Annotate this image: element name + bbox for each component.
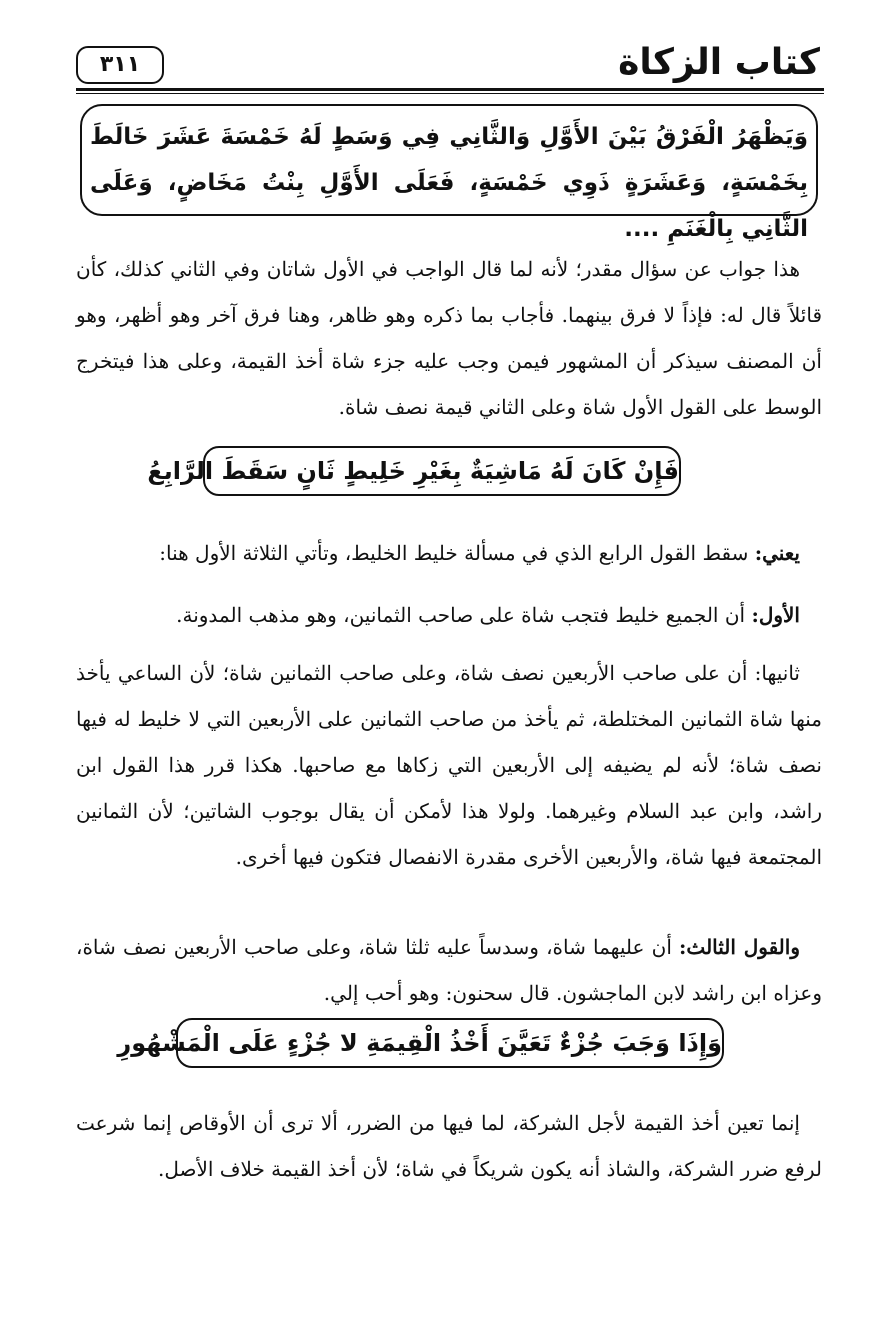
matn-quote-1: وَيَظْهَرُ الْفَرْقُ بَيْنَ الأَوَّلِ وَالثَّانِي فِي وَسَطٍ لَهُ خَمْسَةَ عَشَرَ خَالَطَ بِخَمْسَةٍ، وَعَشَرَةٍ ذَوِي خَمْسَةٍ، فَعَلَى الأَوَّلِ بِنْتُ مَخَاضٍ، وَعَلَى الثَّانِي بِالْغَنَمِ .... <box>80 104 818 216</box>
paragraph-text: سقط القول الرابع الذي في مسألة خليط الخليط، وتأتي الثلاثة الأول هنا: <box>159 541 755 565</box>
chapter-title: كتاب الزكاة <box>618 42 820 83</box>
commentary-paragraph-3 <box>76 592 822 638</box>
commentary-paragraph-5 <box>76 924 822 1016</box>
commentary-paragraph-2 <box>76 530 822 576</box>
page-number: ٣١١ <box>76 46 164 84</box>
paragraph-label: الأول: <box>751 603 800 627</box>
header-rule-thin <box>76 93 824 94</box>
matn-quote-3: وَإِذَا وَجَبَ جُزْءٌ تَعَيَّنَ أَخْذُ الْقِيمَةِ لا جُزْءٍ عَلَى الْمَشْهُورِ <box>176 1018 724 1068</box>
commentary-paragraph-4: ثانيها: أن على صاحب الأربعين نصف شاة، وعلى صاحب الثمانين شاة؛ لأن الساعي يأخذ منها شاة الثمانين المختلطة، ثم يأخذ من صاحب الثمانين على الأربعين التي لا خليط له فيها نصف شاة؛ لأنه لم يضيفه إلى الأربعين التي زكاها مع صاحبها. هكذا قرر هذا القول ابن راشد، وابن عبد السلام وغيرهما. ولولا هذا لأمكن أن يقال بوجوب الشاتين؛ لأن الثمانين المجتمعة فيها شاة، والأربعين الأخرى مقدرة الانفصال فتكون فيها أخرى. <box>76 661 822 869</box>
commentary-paragraph-6: إنما تعين أخذ القيمة لأجل الشركة، لما فيها من الضرر، ألا ترى أن الأوقاص إنما شرعت لرفع ضرر الشركة، والشاذ أنه يكون شريكاً في شاة؛ لأن أخذ القيمة خلاف الأصل. <box>76 1111 822 1181</box>
header-rule <box>76 88 824 91</box>
paragraph-text: أن الجميع خليط فتجب شاة على صاحب الثمانين، وهو مذهب المدونة. <box>176 603 752 627</box>
paragraph-text: أن عليهما شاة، وسدساً عليه ثلثا شاة، وعلى صاحب الأربعين نصف شاة، وعزاه ابن راشد لابن الماجشون. قال سحنون: وهو أحب إلي. <box>76 935 822 1005</box>
matn-quote-2: فَإِنْ كَانَ لَهُ مَاشِيَةٌ بِغَيْرِ خَلِيطٍ ثَانٍ سَقَطَ الرَّابِعُ <box>203 446 681 496</box>
paragraph-label: يعني: <box>754 541 800 565</box>
paragraph-label: والقول الثالث: <box>679 935 800 959</box>
commentary-paragraph-1: هذا جواب عن سؤال مقدر؛ لأنه لما قال الواجب في الأول شاتان وفي الثاني كذلك، كأن قائلاً قال له: فإذاً لا فرق بينهما. فأجاب بما ذكره وهو ظاهر، وهنا فرق آخر وهو أظهر، وهو أن المصنف سيذكر أن المشهور فيمن وجب عليه جزء شاة أخذ القيمة، وعلى هذا فيتخرج الوسط على القول الأول شاة وعلى الثاني قيمة نصف شاة. <box>76 257 822 419</box>
